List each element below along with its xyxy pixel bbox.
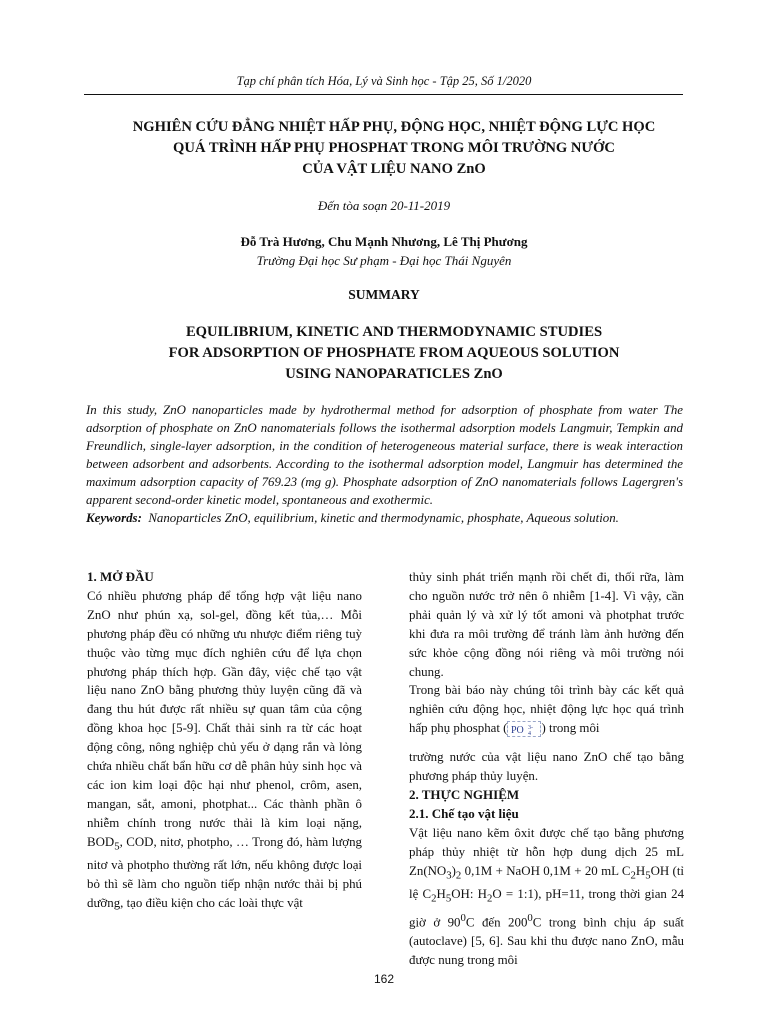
abstract xyxy=(86,401,683,527)
authors: Đỗ Trà Hương, Chu Mạnh Nhương, Lê Thị Phương xyxy=(240,234,528,249)
received-date: Đến tòa soạn 20-11-2019 xyxy=(317,198,451,213)
intro-paragraph-continued: thủy sinh phát triển mạnh rồi chết đi, thối rữa, làm cho nguồn nước trở nên ô nhiễm [1-4]. Vì vậy, cần phải quản lý và xử lý tốt amoni và photphat trước khi đưa ra môi trường để tránh làm ảnh hưởng đến sức khỏe cộng đồng nói riêng và môi trường nói chung. xyxy=(409,570,684,679)
vietnamese-title xyxy=(60,117,728,180)
purpose-paragraph-continued: trường nước của vật liệu nano ZnO chế tạo bằng phương pháp thủy luyện. xyxy=(409,750,684,784)
english-title-line-3: USING NANOPARATICLES ZnO xyxy=(285,366,503,382)
svg-text:PO: PO xyxy=(511,725,525,737)
vietnamese-title-line-2: QUÁ TRÌNH HẤP PHỤ PHOSPHAT TRONG MÔI TRƯỜNG NƯỚC xyxy=(173,140,615,156)
right-column xyxy=(409,568,684,970)
svg-text:4: 4 xyxy=(528,731,532,737)
english-title-line-2: FOR ADSORPTION OF PHOSPHATE FROM AQUEOUS SOLUTION xyxy=(168,345,620,361)
abstract-text: In this study, ZnO nanoparticles made by hydrothermal method for adsorption of phosphate from water The adsorption of phosphate on ZnO nanomaterials follows the isothermal adsorption models Langmuir, Tempkin and Freundlich, single-layer adsorption, in the condition of heterogeneous material surface, there is weak interaction between adsorbent and adsorbents. According to the isothermal adsorption model, Langmuir has determined the maximum adsorption capacity of 769.23 (mg g). Phosphate adsorption of ZnO nanomaterials follows Lagergren's apparent second-order kinetic model, spontaneous and exothermic. xyxy=(86,403,683,507)
section-2-1-heading: 2.1. Chế tạo vật liệu xyxy=(409,805,519,821)
page-number: 162 xyxy=(373,972,395,986)
svg-text:3-: 3- xyxy=(528,725,534,732)
header-rule xyxy=(84,94,683,95)
vietnamese-title-line-3: CỦA VẬT LIỆU NANO ZnO xyxy=(302,161,486,177)
spacer xyxy=(409,738,684,748)
vietnamese-title-line-1: NGHIÊN CỨU ĐẲNG NHIỆT HẤP PHỤ, ĐỘNG HỌC, NHIỆT ĐỘNG LỰC HỌC xyxy=(132,119,656,135)
english-title-line-1: EQUILIBRIUM, KINETIC AND THERMODYNAMIC STUDIES xyxy=(185,324,603,340)
phosphate-formula-icon xyxy=(507,721,541,737)
keywords-label: Keywords: xyxy=(86,511,142,525)
keywords-text: Nanoparticles ZnO, equilibrium, kinetic and thermodynamic, phosphate, Aqueous solution. xyxy=(148,511,619,525)
purpose-paragraph: Trong bài báo này chúng tôi trình bày các kết quả nghiên cứu động học, nhiệt động lực học quá trình hấp phụ phosphat ( PO 3- 4 ) trong môi xyxy=(409,683,684,737)
summary-heading: SUMMARY xyxy=(348,287,420,302)
section-1-heading: 1. MỞ ĐẦU xyxy=(87,569,154,584)
section-2-heading: 2. THỰC NGHIỆM xyxy=(409,786,520,802)
affiliation: Trường Đại học Sư phạm - Đại học Thái Nguyên xyxy=(256,253,512,268)
intro-paragraph: Có nhiều phương pháp để tổng hợp vật liệu nano ZnO như phún xạ, sol-gel, đồng kết tủa,… Mỗi phương pháp đều có những ưu nhược điểm riêng tuỳ thuộc vào từng mục đích nghiên cứu để lựa chọn phương pháp thích hợp. Gần đây, việc chế tạo vật liệu nano ZnO bằng phương thủy luyện cũng đã và đang thu hút được rất nhiều sự quan tâm của cộng đồng khoa học [5-9]. Chất thải sinh ra từ các hoạt động công, nông nghiệp chủ yếu ở dạng rắn và lỏng chứa nhiều chất bẩn hữu cơ dễ phân hủy sinh học và các ion kim loại độc hại như phenol, crôm, asen, mangan, sắt, amoni, photphat... Các thành phần ô nhiễm chính trong nước thải là kim loại nặng, $BOD_5$, COD, nitơ, photpho, … Trong đó, hàm lượng nitơ và photpho thường rất lớn, nếu không được loại bỏ thì sẽ làm cho nguồn tiếp nhận nước thải bị phú dưỡng, tạo điều kiện cho các loài thực vật xyxy=(87,588,362,910)
materials-paragraph: Vật liệu nano kẽm ôxit được chế tạo bằng phương pháp thủy nhiệt từ hỗn hợp dung dịch 25 mL $Zn(NO_3)_2$ 0,1M + NaOH 0,1M + 20 mL $C_2H_5OH$ (tỉ lệ $C_2H_5OH$: $H_2O$ = 1:1), pH=11, trong thời gian 24 giờ ở $90^0C$ đến $200^0C$ trong bình chịu áp suất (autoclave) [5, 6]. Sau khi thu được nano ZnO, mẫu được nung trong môi xyxy=(409,825,685,967)
english-title xyxy=(60,322,728,385)
left-column xyxy=(87,568,362,913)
journal-header: Tạp chí phân tích Hóa, Lý và Sinh học - Tập 25, Số 1/2020 xyxy=(236,74,532,88)
keywords-line xyxy=(86,509,683,527)
